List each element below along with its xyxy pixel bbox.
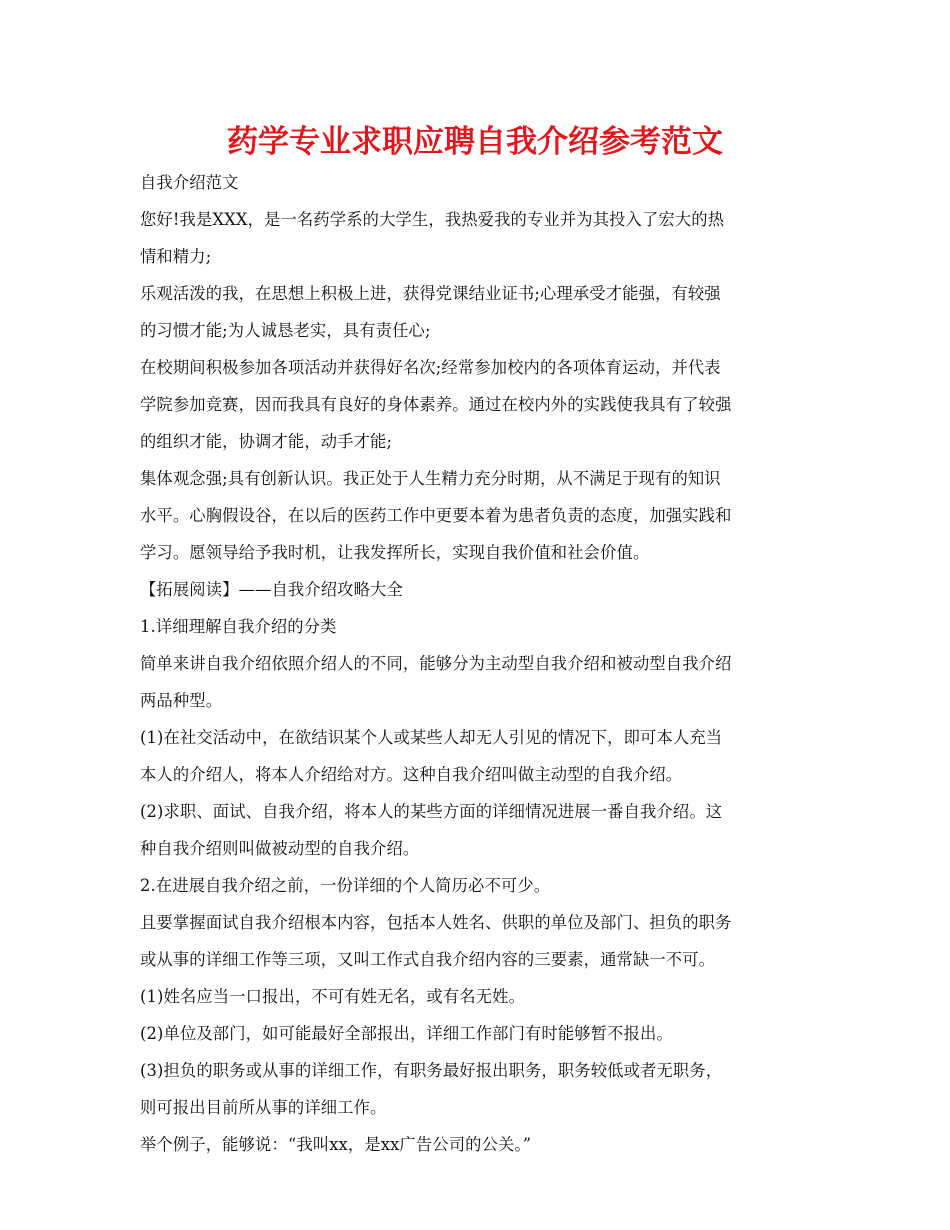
paragraph-line: 则可报出目前所从事的详细工作。 [140, 1098, 387, 1117]
document-body [140, 164, 815, 1163]
paragraph-line: 集体观念强;具有创新认识。我正处于人生精力充分时期，从不满足于现有的知识 [140, 469, 721, 488]
paragraph-line: 两品种型。 [140, 691, 223, 710]
subsection-heading: 2.在进展自我介绍之前，一份详细的个人简历必不可少。 [140, 876, 551, 895]
paragraph-line: 学院参加竞赛，因而我具有良好的身体素养。通过在校内外的实践使我具有了较强 [140, 395, 732, 414]
paragraph-line: 的习惯才能;为人诚恳老实，具有责任心; [140, 321, 431, 340]
section-heading: 【拓展阅读】——自我介绍攻略大全 [140, 580, 403, 599]
paragraph-line: 情和精力; [140, 247, 212, 266]
paragraph-line: (3)担负的职务或从事的详细工作，有职务最好报出职务，职务较低或者无职务， [140, 1061, 723, 1080]
paragraph-line: 学习。愿领导给予我时机，让我发挥所长，实现自我价值和社会价值。 [140, 543, 650, 562]
paragraph-line: 举个例子，能够说：“我叫xx，是xx广告公司的公关。” [140, 1135, 532, 1154]
paragraph-line: 在校期间积极参加各项活动并获得好名次;经常参加校内的各项体育运动，并代表 [140, 358, 721, 377]
paragraph-line: (2)求职、面试、自我介绍，将本人的某些方面的详细情况进展一番自我介绍。这 [140, 802, 723, 821]
paragraph-line: 简单来讲自我介绍依照介绍人的不同，能够分为主动型自我介绍和被动型自我介绍 [140, 654, 732, 673]
paragraph-line: (2)单位及部门，如可能最好全部报出，详细工作部门有时能够暂不报出。 [140, 1024, 673, 1043]
paragraph-line: 或从事的详细工作等三项，又叫工作式自我介绍内容的三要素，通常缺一不可。 [140, 950, 716, 969]
paragraph-line: 乐观活泼的我，在思想上积极上进，获得党课结业证书;心理承受才能强，有较强 [140, 284, 721, 303]
paragraph-line: 水平。心胸假设谷，在以后的医药工作中更要本着为患者负责的态度，加强实践和 [140, 506, 732, 525]
paragraph-line: 的组织才能，协调才能，动手才能; [140, 432, 393, 451]
paragraph-line: 自我介绍范文 [140, 173, 239, 192]
paragraph-line: (1)姓名应当一口报出，不可有姓无名，或有名无姓。 [140, 987, 526, 1006]
paragraph-line: 本人的介绍人，将本人介绍给对方。这种自我介绍叫做主动型的自我介绍。 [140, 765, 683, 784]
paragraph-line: (1)在社交活动中，在欲结识某个人或某些人却无人引见的情况下，即可本人充当 [140, 728, 723, 747]
document-title: 药学专业求职应聘自我介绍参考范文 [227, 124, 723, 160]
paragraph-line: 种自我介绍则叫做被动型的自我介绍。 [140, 839, 420, 858]
paragraph-line: 且要掌握面试自我介绍根本内容，包括本人姓名、供职的单位及部门、担负的职务 [140, 913, 732, 932]
subsection-heading: 1.详细理解自我介绍的分类 [140, 617, 337, 636]
paragraph-line: 您好!我是XXX，是一名药学系的大学生，我热爱我的专业并为其投入了宏大的热 [140, 210, 725, 229]
